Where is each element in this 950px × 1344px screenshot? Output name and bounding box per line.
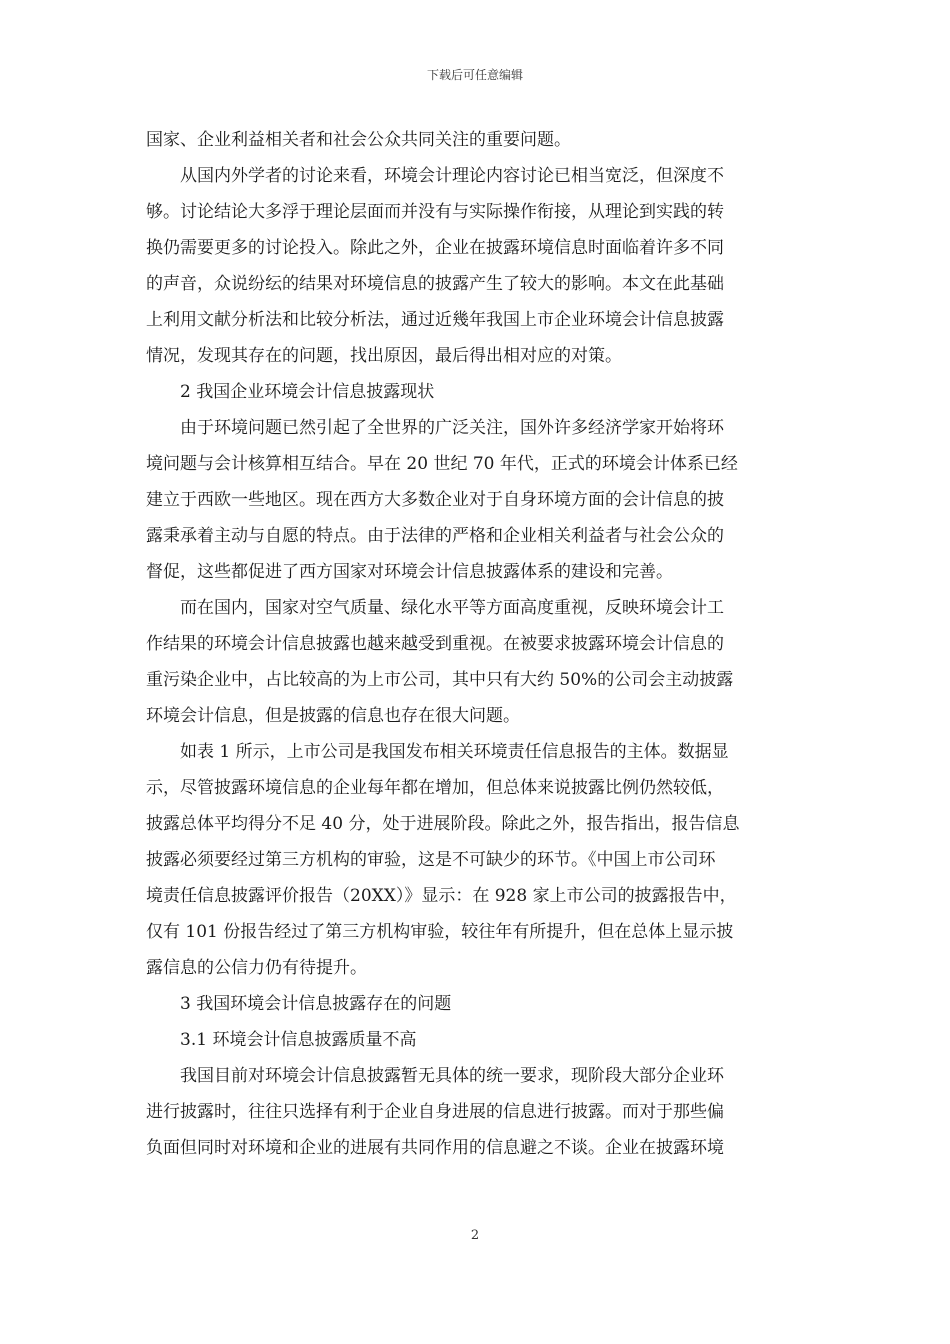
text-line: 负面但同时对环境和企业的进展有共同作用的信息避之不谈。企业在披露环境	[146, 1138, 724, 1158]
text-line: 露秉承着主动与自愿的特点。由于法律的严格和企业相关利益者与社会公众的	[146, 526, 724, 546]
section-heading: 2 我国企业环境会计信息披露现状	[180, 382, 435, 402]
text-line: 换仍需要更多的讨论投入。除此之外，企业在披露环境信息时面临着许多不同	[146, 238, 724, 258]
text-line: 披露总体平均得分不足 40 分，处于进展阶段。除此之外，报告指出，报告信息	[146, 814, 740, 834]
text-line: 够。讨论结论大多浮于理论层面而并没有与实际操作衔接，从理论到实践的转	[146, 202, 724, 222]
text-line: 由于环境问题已然引起了全世界的广泛关注，国外许多经济学家开始将环	[180, 418, 724, 438]
text-line: 重污染企业中，占比较高的为上市公司，其中只有大约 50%的公司会主动披露	[146, 670, 734, 690]
text-line: 环境会计信息，但是披露的信息也存在很大问题。	[146, 706, 520, 726]
text-line: 而在国内，国家对空气质量、绿化水平等方面高度重视，反映环境会计工	[180, 598, 724, 618]
text-line: 境责任信息披露评价报告（20XX）》显示：在 928 家上市公司的披露报告中，	[146, 886, 737, 906]
body-text	[146, 122, 806, 1166]
page-header: 下载后可任意编辑	[426, 68, 523, 82]
text-line: 境问题与会计核算相互结合。早在 20 世纪 70 年代，正式的环境会计体系已经	[146, 454, 738, 474]
text-line: 督促，这些都促进了西方国家对环境会计信息披露体系的建设和完善。	[146, 562, 673, 582]
text-line: 作结果的环境会计信息披露也越来越受到重视。在被要求披露环境会计信息的	[146, 634, 724, 654]
text-line: 我国目前对环境会计信息披露暂无具体的统一要求，现阶段大部分企业环	[180, 1066, 724, 1086]
section-heading: 3 我国环境会计信息披露存在的问题	[180, 994, 452, 1014]
text-line: 进行披露时，往往只选择有利于企业自身进展的信息进行披露。而对于那些偏	[146, 1102, 724, 1122]
text-line: 披露必须要经过第三方机构的审验，这是不可缺少的环节。《中国上市公司环	[146, 850, 716, 870]
text-line: 国家、企业利益相关者和社会公众共同关注的重要问题。	[146, 130, 571, 150]
text-line: 示，尽管披露环境信息的企业每年都在增加，但总体来说披露比例仍然较低，	[146, 778, 724, 798]
subsection-heading: 3.1 环境会计信息披露质量不高	[180, 1030, 417, 1050]
text-line: 上利用文献分析法和比较分析法，通过近幾年我国上市企业环境会计信息披露	[146, 310, 724, 330]
text-line: 情况，发现其存在的问题，找出原因，最后得出相对应的对策。	[146, 346, 622, 366]
text-line: 仅有 101 份报告经过了第三方机构审验，较往年有所提升，但在总体上显示披	[146, 922, 734, 942]
text-line: 建立于西欧一些地区。现在西方大多数企业对于自身环境方面的会计信息的披	[146, 490, 724, 510]
text-line: 的声音，众说纷纭的结果对环境信息的披露产生了较大的影响。本文在此基础	[146, 274, 724, 294]
text-line: 从国内外学者的讨论来看，环境会计理论内容讨论已相当宽泛，但深度不	[180, 166, 724, 186]
text-line: 如表 1 所示，上市公司是我国发布相关环境责任信息报告的主体。数据显	[180, 742, 729, 762]
text-line: 露信息的公信力仍有待提升。	[146, 958, 367, 978]
page-number: 2	[470, 1228, 480, 1243]
